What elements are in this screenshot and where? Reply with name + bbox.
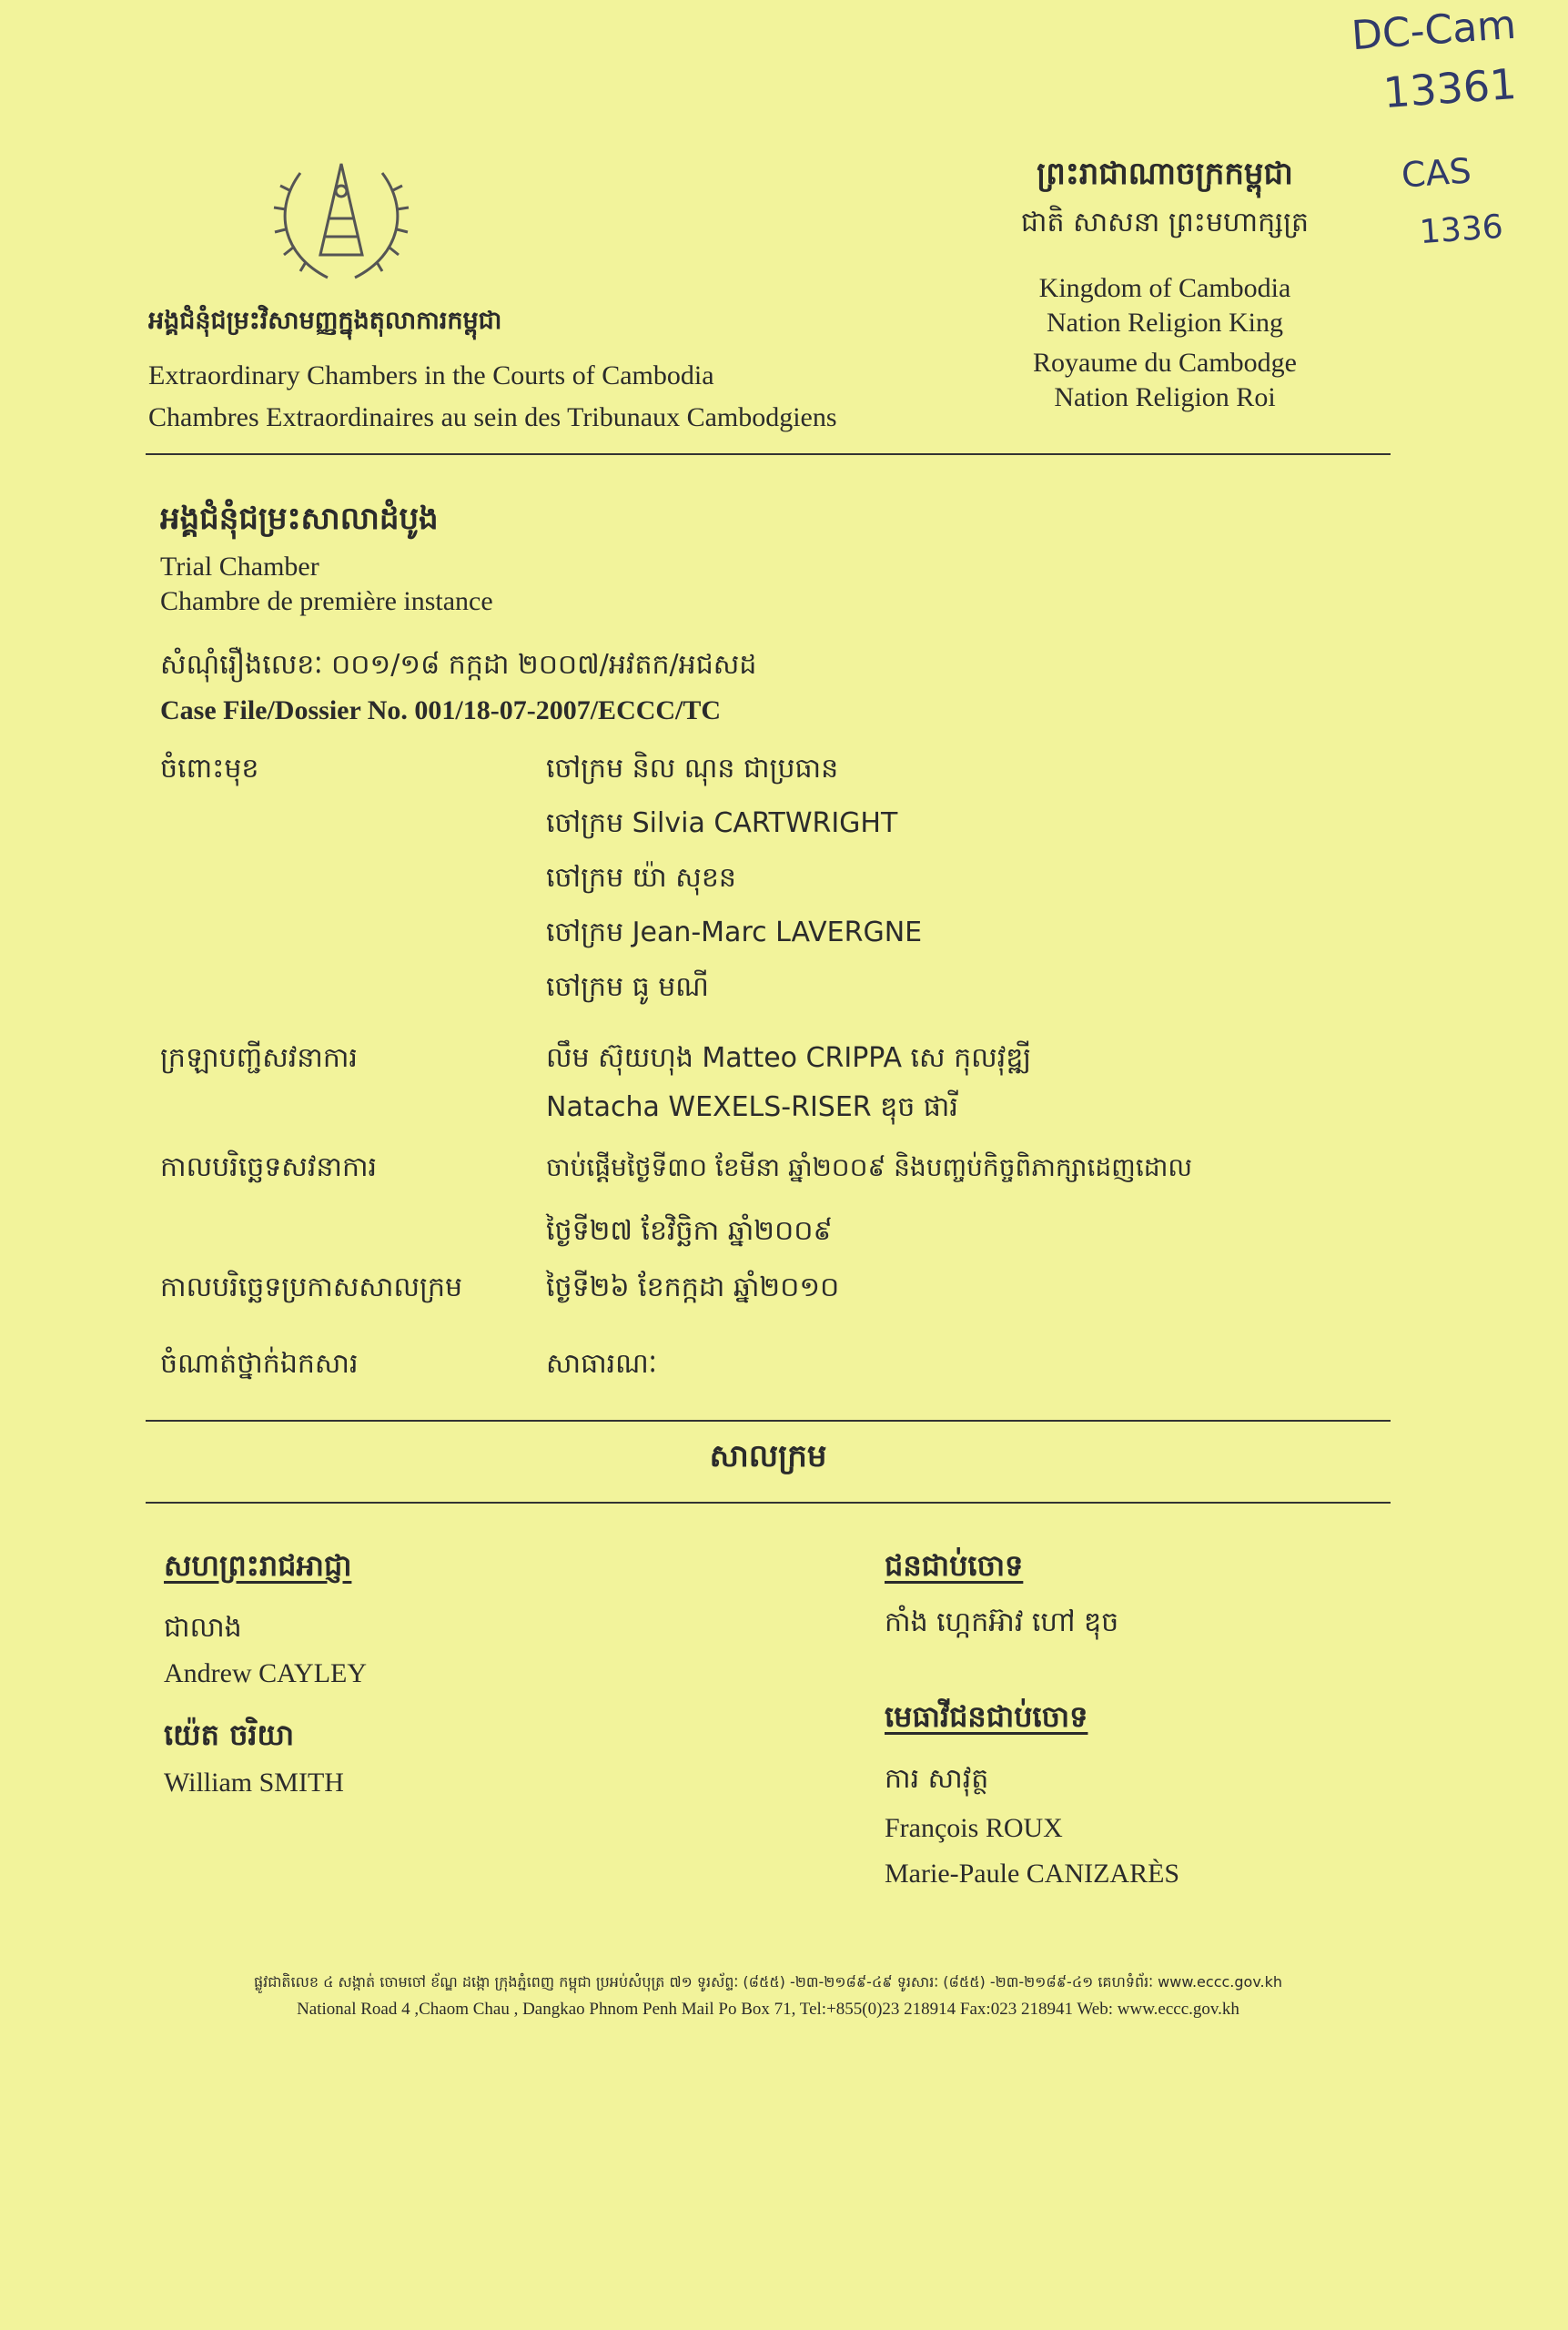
prosecutor-1-kh: ជាលាង — [164, 1612, 242, 1644]
chamber-en: Trial Chamber — [160, 552, 319, 582]
judge-2: ចៅក្រម Silvia CARTWRIGHT — [546, 807, 898, 839]
title-divider-bottom — [146, 1502, 1391, 1504]
prosecutor-2-en: William SMITH — [164, 1768, 344, 1798]
handwritten-note-number: 13361 — [1381, 58, 1519, 118]
accused-name: កាំង ហ្កេកអ៊ាវ ហៅ ឌុច — [885, 1606, 1119, 1638]
court-name-en: Extraordinary Chambers in the Courts of Cambodia — [148, 360, 714, 390]
motto-en: Nation Religion King — [1047, 308, 1283, 338]
classification-value: សាធារណៈ — [546, 1348, 657, 1380]
before-label: ចំពោះមុខ — [160, 753, 259, 785]
prosecutor-1-en: Andrew CAYLEY — [164, 1658, 368, 1688]
footer-address-kh: ផ្លូវជាតិលេខ ៤ សង្កាត់ ចោមចៅ ខ័ណ្ឌ ដង្កោ ក្រុងភ្នំពេញ កម្ពុជា ប្រអប់សំបុត្រ ៧១ ទូរស័ព្ទៈ (៨៥៥) -២៣-២១៨៩-៤៩ ទូរសារៈ (៨៥៥) -២៣-២១៨៩-៤១ គេហទំព័រៈ www.eccc.gov.kh — [253, 1973, 1283, 1991]
case-file-kh: សំណុំរឿងលេខៈ ០០១/១៨ កក្កដា ២០០៧/អវតក/អជសដ — [160, 649, 757, 681]
judge-5: ចៅក្រម ធូ មណី — [546, 971, 709, 1003]
chamber-kh: អង្គជំនុំជម្រះសាលាដំបូង — [160, 501, 439, 537]
prosecutors-heading: សហព្រះរាជអាជ្ញា — [164, 1548, 352, 1583]
clerks-line-1: លឹម ស៊ុយហុង Matteo CRIPPA សេ កុលវុឌ្ឍី — [546, 1042, 1032, 1074]
classification-label: ចំណាត់ថ្នាក់ឯកសារ — [160, 1348, 359, 1380]
kingdom-kh: ព្រះរាជាណាចក្រកម្ពុជា — [1037, 156, 1293, 192]
kingdom-fr: Royaume du Cambodge — [1033, 348, 1297, 378]
header-divider — [146, 453, 1391, 455]
court-name-fr: Chambres Extraordinaires au sein des Tribunaux Cambodgiens — [148, 402, 837, 432]
footer-address-en: National Road 4 ,Chaom Chau , Dangkao Phnom Penh Mail Po Box 71, Tel:+855(0)23 218914 Fax:023 218941 Web: www.eccc.gov.kh — [297, 2000, 1239, 2019]
judge-3: ចៅក្រម យ៉ា សុខន — [546, 862, 736, 894]
eccc-emblem-icon — [264, 155, 419, 291]
lawyer-3: Marie-Paule CANIZARÈS — [885, 1859, 1180, 1889]
motto-kh: ជាតិ សាសនា ព្រះមហាក្សត្រ — [1020, 207, 1310, 238]
handwritten-note-cas: CAS — [1400, 150, 1473, 196]
judge-4: ចៅក្រម Jean-Marc LAVERGNE — [546, 917, 923, 948]
document-title: សាលក្រម — [709, 1438, 827, 1474]
lawyer-2: François ROUX — [885, 1813, 1063, 1843]
hearing-date-line-1: ចាប់ផ្ដើមថ្ងៃទី៣០ ខែមីនា ឆ្នាំ២០០៩ និងបញ្ចប់កិច្ចពិភាក្សាដេញដោល — [546, 1152, 1193, 1182]
accused-heading: ជនជាប់ចោទ — [885, 1548, 1024, 1583]
handwritten-note-dccam: DC-Cam — [1350, 1, 1518, 60]
lawyer-1: ការ សាវុត្ថ — [885, 1763, 989, 1795]
clerks-label: ក្រឡាបញ្ជីសវនាការ — [160, 1042, 358, 1074]
kingdom-en: Kingdom of Cambodia — [1038, 273, 1291, 303]
hearing-date-label: កាលបរិច្ឆេទសវនាការ — [160, 1151, 378, 1183]
prosecutor-2-kh: យ៉េត ចរិយា — [164, 1717, 295, 1752]
court-name-kh: អង្គជំនុំជម្រះវិសាមញ្ញក្នុងតុលាការកម្ពុជា — [148, 307, 502, 335]
motto-fr: Nation Religion Roi — [1054, 382, 1276, 412]
clerks-line-2: Natacha WEXELS-RISER ឌុច ផារី — [546, 1091, 958, 1123]
hearing-date-line-2: ថ្ងៃទី២៧ ខែវិច្ឆិកា ឆ្នាំ២០០៩ — [546, 1215, 833, 1247]
chamber-fr: Chambre de première instance — [160, 586, 493, 616]
handwritten-note-cas-number: 1336 — [1418, 208, 1504, 252]
defence-lawyers-heading: មេធាវីជនជាប់ចោទ — [885, 1699, 1088, 1734]
judge-1: ចៅក្រម និល ណុន ជាប្រធាន — [546, 753, 839, 785]
judgement-date-label: កាលបរិច្ឆេទប្រកាសសាលក្រម — [160, 1271, 463, 1303]
judgement-date-value: ថ្ងៃទី២៦ ខែកក្កដា ឆ្នាំ២០១០ — [546, 1271, 840, 1303]
title-divider-top — [146, 1420, 1391, 1422]
case-file-en: Case File/Dossier No. 001/18-07-2007/ECCC/TC — [160, 695, 722, 725]
